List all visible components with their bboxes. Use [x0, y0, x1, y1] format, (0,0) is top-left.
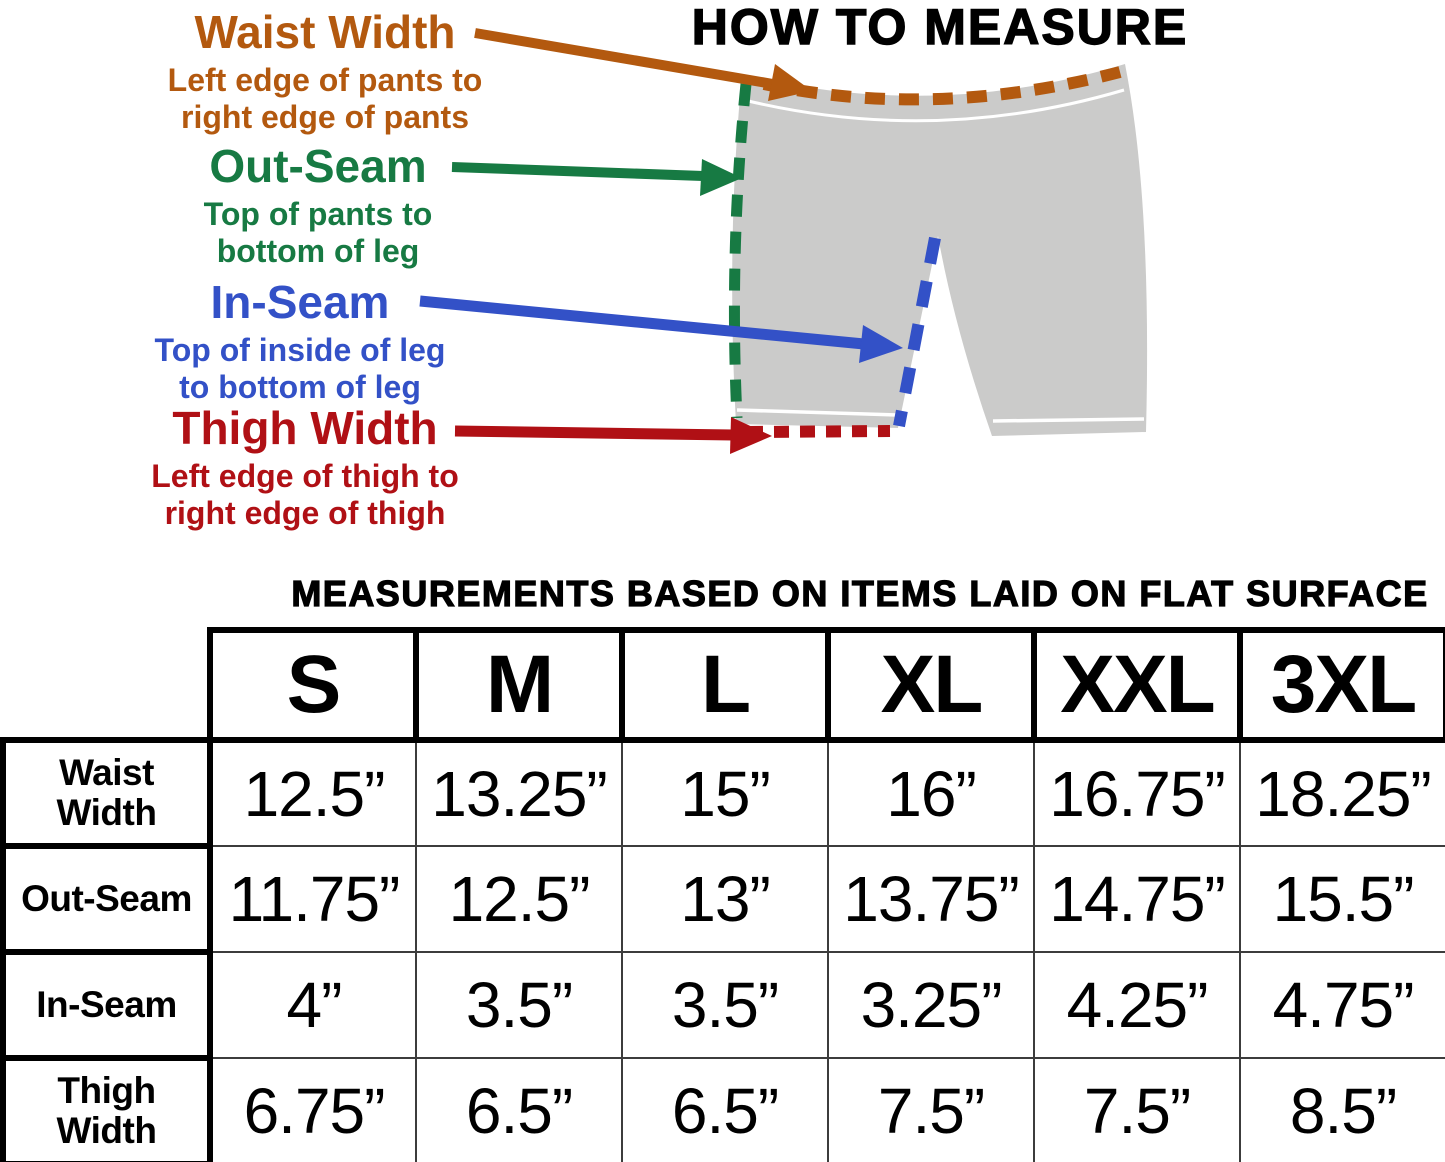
size-chart-header-row	[3, 630, 1445, 740]
annotation-thigh-width-desc: Left edge of thigh to right edge of thigh	[151, 458, 459, 532]
cell-waist-width-xl: 16”	[828, 740, 1034, 846]
cell-thigh-width-xxl: 7.5”	[1034, 1058, 1240, 1162]
cell-waist-width-s: 12.5”	[210, 740, 416, 846]
size-chart-table	[0, 627, 1445, 1162]
annotation-out-seam-label: Out-Seam	[209, 140, 427, 192]
cell-out-seam-l: 13”	[622, 846, 828, 952]
column-header-3xl: 3XL	[1240, 630, 1445, 740]
cell-in-seam-3xl: 4.75”	[1240, 952, 1445, 1058]
row-label-out-seam: Out-Seam	[3, 846, 210, 952]
cell-waist-width-l: 15”	[622, 740, 828, 846]
row-label-in-seam: In-Seam	[3, 952, 210, 1058]
column-header-xxl: XXL	[1034, 630, 1240, 740]
annotation-thigh-width	[90, 404, 520, 532]
corner-cell	[3, 630, 210, 740]
annotation-out-seam-desc: Top of pants to bottom of leg	[203, 196, 433, 270]
table-row-thigh-width	[3, 1058, 1445, 1162]
cell-waist-width-xxl: 16.75”	[1034, 740, 1240, 846]
annotation-in-seam	[85, 278, 515, 406]
cell-in-seam-m: 3.5”	[416, 952, 622, 1058]
column-header-m: M	[416, 630, 622, 740]
cell-out-seam-s: 11.75”	[210, 846, 416, 952]
cell-waist-width-3xl: 18.25”	[1240, 740, 1445, 846]
table-row-waist-width	[3, 740, 1445, 846]
cell-out-seam-xxl: 14.75”	[1034, 846, 1240, 952]
cell-in-seam-s: 4”	[210, 952, 416, 1058]
cell-thigh-width-3xl: 8.5”	[1240, 1058, 1445, 1162]
row-label-waist-width: Waist Width	[3, 740, 210, 846]
column-header-xl: XL	[828, 630, 1034, 740]
cell-thigh-width-l: 6.5”	[622, 1058, 828, 1162]
annotation-thigh-width-label: Thigh Width	[172, 402, 438, 454]
cell-out-seam-3xl: 15.5”	[1240, 846, 1445, 952]
cell-in-seam-l: 3.5”	[622, 952, 828, 1058]
annotation-out-seam	[103, 142, 533, 270]
cell-thigh-width-m: 6.5”	[416, 1058, 622, 1162]
right-leg-hem-line	[993, 419, 1144, 421]
annotation-waist-width	[110, 8, 540, 136]
thigh-width-dashed-line	[748, 431, 890, 432]
size-chart-title: MEASUREMENTS BASED ON ITEMS LAID ON FLAT SURFACE	[291, 573, 1429, 614]
cell-out-seam-xl: 13.75”	[828, 846, 1034, 952]
table-row-out-seam	[3, 846, 1445, 952]
measure-diagram	[0, 0, 1445, 560]
row-label-thigh-width: Thigh Width	[3, 1058, 210, 1162]
annotation-in-seam-desc: Top of inside of leg to bottom of leg	[154, 332, 446, 406]
cell-in-seam-xl: 3.25”	[828, 952, 1034, 1058]
cell-waist-width-m: 13.25”	[416, 740, 622, 846]
cell-thigh-width-xl: 7.5”	[828, 1058, 1034, 1162]
table-row-in-seam	[3, 952, 1445, 1058]
column-header-l: L	[622, 630, 828, 740]
cell-thigh-width-s: 6.75”	[210, 1058, 416, 1162]
annotation-in-seam-label: In-Seam	[210, 276, 390, 328]
diagram-title: HOW TO MEASURE	[691, 0, 1189, 55]
cell-out-seam-m: 12.5”	[416, 846, 622, 952]
column-header-s: S	[210, 630, 416, 740]
cell-in-seam-xxl: 4.25”	[1034, 952, 1240, 1058]
annotation-waist-width-label: Waist Width	[194, 6, 456, 58]
annotation-waist-width-desc: Left edge of pants to right edge of pants	[167, 62, 483, 136]
